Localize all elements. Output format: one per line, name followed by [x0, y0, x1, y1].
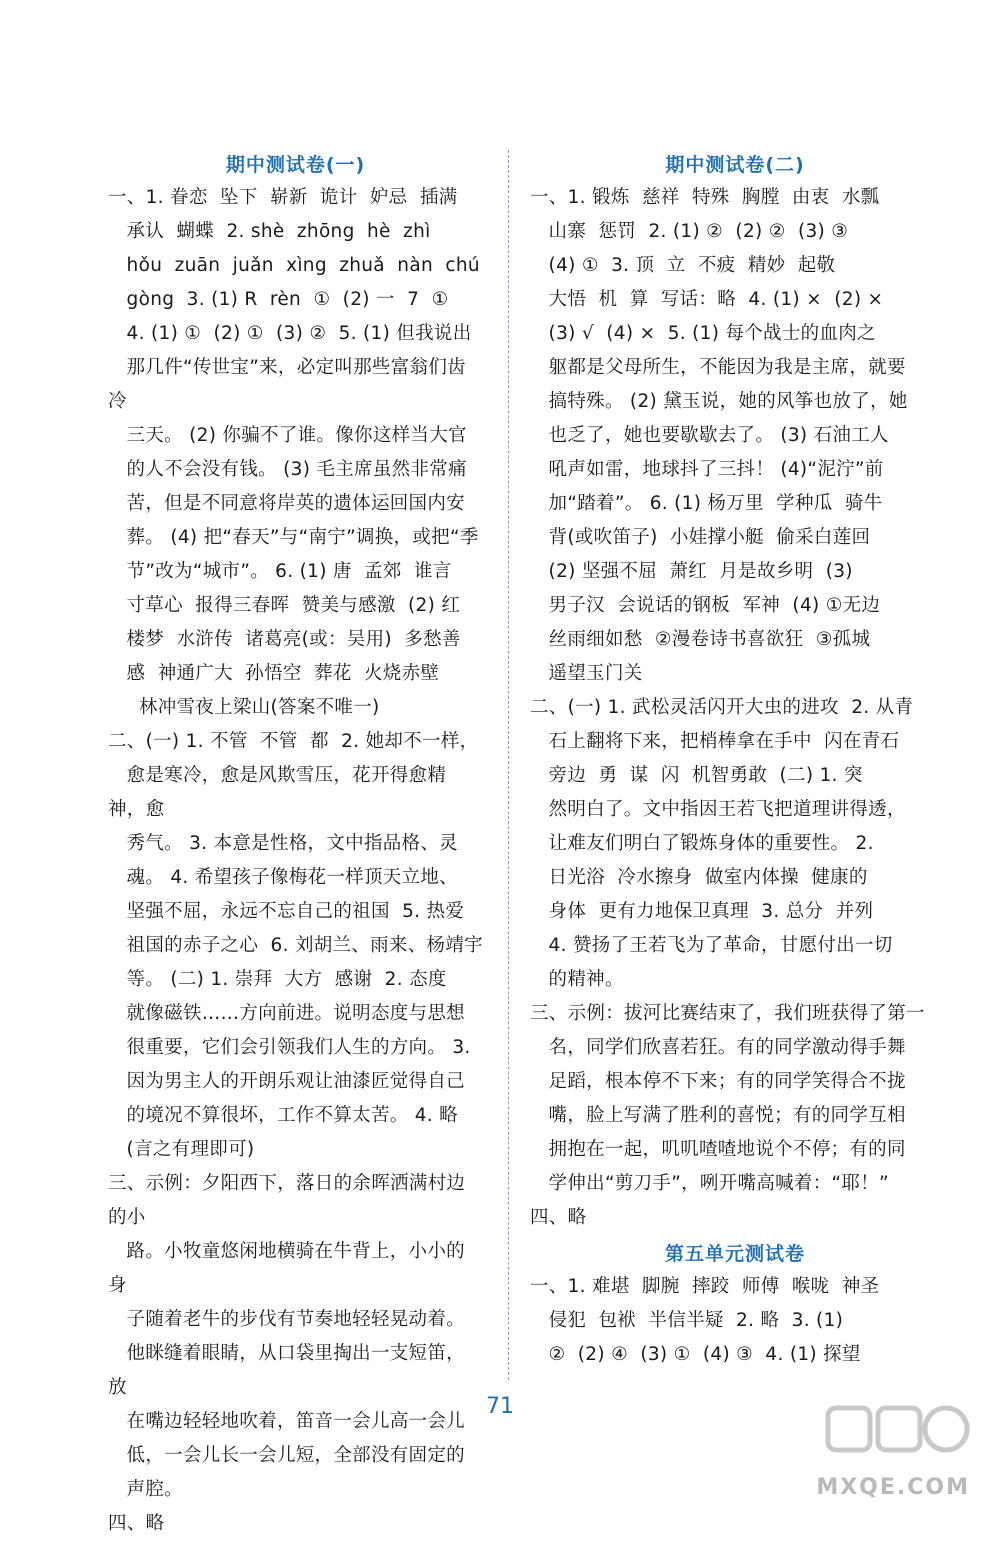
- answer-line: 4. (1) ① (2) ① (3) ② 5. (1) 但我说出: [108, 323, 472, 344]
- answer-line: 的人不会没有钱。 (3) 毛主席虽然非常痛: [108, 459, 467, 480]
- answer-text-right-2: [530, 1270, 940, 1372]
- section-title-midterm-1: 期中测试卷(一): [225, 154, 366, 176]
- answer-line: 路。小牧童悠闲地横骑在牛背上，小小的身: [108, 1241, 465, 1296]
- answer-line: 学伸出“剪刀手”，咧开嘴高喊着：“耶！”: [530, 1173, 889, 1194]
- answer-line: 的境况不算很坏，工作不算太苦。 4. 略: [108, 1105, 458, 1126]
- answer-line: 他眯缝着眼睛，从口袋里掏出一支短笛，放: [108, 1343, 465, 1398]
- answer-line: 让难友们明白了锻炼身体的重要性。 2.: [530, 833, 874, 854]
- answer-line: 在嘴边轻轻地吹着，笛音一会儿高一会儿: [108, 1411, 465, 1432]
- answer-line: 嘴，脸上写满了胜利的喜悦；有的同学互相: [530, 1105, 906, 1126]
- answer-line: 承认 蝴蝶 2. shè zhōng hè zhì: [108, 221, 431, 242]
- answer-line: 侵犯 包袱 半信半疑 2. 略 3. (1): [530, 1310, 844, 1331]
- answer-line: 一、1. 锻炼 慈祥 特殊 胸膛 由衷 水瓢: [530, 187, 880, 208]
- answer-line: 节”改为“城市”。 6. (1) 唐 孟郊 谁言: [108, 561, 452, 582]
- answer-line: 名，同学们欣喜若狂。有的同学激动得手舞: [530, 1037, 906, 1058]
- answer-line: 那几件“传世宝”来，必定叫那些富翁们齿冷: [108, 357, 466, 412]
- answer-line: 石上翻将下来，把梢棒拿在手中 闪在青石: [530, 731, 900, 752]
- answer-line: (言之有理即可): [108, 1139, 255, 1160]
- page-number: 71: [486, 1394, 514, 1419]
- answer-line: 秀气。 3. 本意是性格，文中指品格、灵: [108, 833, 458, 854]
- answer-line: 坚强不屈，永远不忘自己的祖国 5. 热爱: [108, 901, 465, 922]
- answer-text-right: [530, 181, 940, 1235]
- answer-line: 葬。 (4) 把“春天”与“南宁”调换，或把“季: [108, 527, 479, 548]
- right-column: [530, 150, 940, 1372]
- answer-line: 四、略: [530, 1207, 587, 1228]
- answer-line: 祖国的赤子之心 6. 刘胡兰、雨来、杨靖宇: [108, 935, 483, 956]
- section-title-unit-5: 第五单元测试卷: [664, 1243, 805, 1265]
- answer-line: 三天。 (2) 你骗不了谁。像你这样当大官: [108, 425, 467, 446]
- answer-line: 三、示例：拔河比赛结束了，我们班获得了第一: [530, 1003, 925, 1024]
- answer-line: 身体 更有力地保卫真理 3. 总分 并列: [530, 901, 874, 922]
- answer-line: 二、(一) 1. 不管 不管 都 2. 她却不一样，: [108, 731, 479, 752]
- answer-line: 感 神通广大 孙悟空 葬花 火烧赤壁: [108, 663, 440, 684]
- answer-line: 搞特殊。 (2) 黛玉说，她的风筝也放了，她: [530, 391, 908, 412]
- left-column: [108, 150, 483, 1541]
- answer-line: (2) 坚强不屈 萧红 月是故乡明 (3): [530, 561, 853, 582]
- answer-line: 愈是寒冷，愈是风欺雪压，花开得愈精神，愈: [108, 765, 447, 820]
- answer-line: 等。 (二) 1. 崇拜 大方 感谢 2. 态度: [108, 969, 447, 990]
- answer-line: 就像磁铁……方向前进。说明态度与思想: [108, 1003, 465, 1024]
- answer-line: 然明白了。文中指因王若飞把道理讲得透，: [530, 799, 906, 820]
- answer-line: hǒu zuān juǎn xìng zhuǎ nàn chú: [108, 255, 480, 276]
- answer-line: 寸草心 报得三春晖 赞美与感激 (2) 红: [108, 595, 461, 616]
- answer-line: ② (2) ④ (3) ① (4) ③ 4. (1) 探望: [530, 1344, 861, 1365]
- answer-line: 低，一会儿长一会儿短，全部没有固定的: [108, 1445, 465, 1466]
- answer-line: 躯都是父母所生，不能因为我是主席，就要: [530, 357, 906, 378]
- answer-line: 大悟 机 算 写话：略 4. (1) × (2) ×: [530, 289, 884, 310]
- watermark-text: MXQE.COM: [816, 1475, 970, 1500]
- answer-line: 三、示例：夕阳西下，落日的余晖洒满村边的小: [108, 1173, 466, 1228]
- answer-line: 山寨 惩罚 2. (1) ② (2) ② (3) ③: [530, 221, 849, 242]
- answer-line: 因为男主人的开朗乐观让油漆匠觉得自己: [108, 1071, 465, 1092]
- answer-line: 苦，但是不同意将岸英的遗体运回国内安: [108, 493, 465, 514]
- answer-line: 拥抱在一起，叽叽喳喳地说个不停；有的同: [530, 1139, 906, 1160]
- answer-line: 的精神。: [530, 969, 624, 990]
- answer-line: 吼声如雷，地球抖了三抖！ (4)“泥泞”前: [530, 459, 884, 480]
- answer-line: 四、略: [108, 1513, 165, 1534]
- answer-line: 4. 赞扬了王若飞为了革命，甘愿付出一切: [530, 935, 893, 956]
- answer-line: 一、1. 难堪 脚腕 摔跤 师傅 喉咙 神圣: [530, 1276, 880, 1297]
- answer-line: (4) ① 3. 顶 立 不疲 精妙 起敬: [530, 255, 836, 276]
- answer-line: 也乏了，她也要歇歇去了。 (3) 石油工人: [530, 425, 889, 446]
- answer-line: 一、1. 眷恋 坠下 崭新 诡计 妒忌 插满: [108, 187, 458, 208]
- column-divider: [508, 150, 509, 1380]
- answer-line: (3) √ (4) × 5. (1) 每个战士的血肉之: [530, 323, 876, 344]
- answer-line: 魂。 4. 希望孩子像梅花一样顶天立地、: [108, 867, 458, 888]
- answer-line: 男子汉 会说话的钢板 军神 (4) ①无边: [530, 595, 881, 616]
- answer-line: gòng 3. (1) R rèn ① (2) 一 7 ①: [108, 289, 449, 310]
- answer-line: 很重要，它们会引领我们人生的方向。 3.: [108, 1037, 471, 1058]
- answer-line: 子随着老牛的步伐有节奏地轻轻晃动着。: [108, 1309, 465, 1330]
- answer-line: 丝雨细如愁 ②漫卷诗书喜欲狂 ③孤城: [530, 629, 871, 650]
- answer-line: 旁边 勇 谋 闪 机智勇敢 (二) 1. 突: [530, 765, 863, 786]
- section-title-midterm-2: 期中测试卷(二): [665, 154, 805, 176]
- answer-line: 足蹈，根本停不下来；有的同学笑得合不拢: [530, 1071, 906, 1092]
- answer-line: 声腔。: [108, 1479, 183, 1500]
- answer-line: 遥望玉门关: [530, 663, 643, 684]
- answer-line: 背(或吹笛子) 小娃撑小艇 偷采白莲回: [530, 527, 871, 548]
- answer-text-left: [108, 181, 483, 1541]
- answer-line: 日光浴 冷水擦身 做室内体操 健康的: [530, 867, 868, 888]
- answer-line: 二、(一) 1. 武松灵活闪开大虫的进攻 2. 从青: [530, 697, 914, 718]
- answer-line: 林冲雪夜上梁山(答案不唯一): [108, 697, 380, 718]
- answer-line: 加“踏着”。 6. (1) 杨万里 学种瓜 骑牛: [530, 493, 883, 514]
- answer-line: 楼梦 水浒传 诸葛亮(或：吴用) 多愁善: [108, 629, 461, 650]
